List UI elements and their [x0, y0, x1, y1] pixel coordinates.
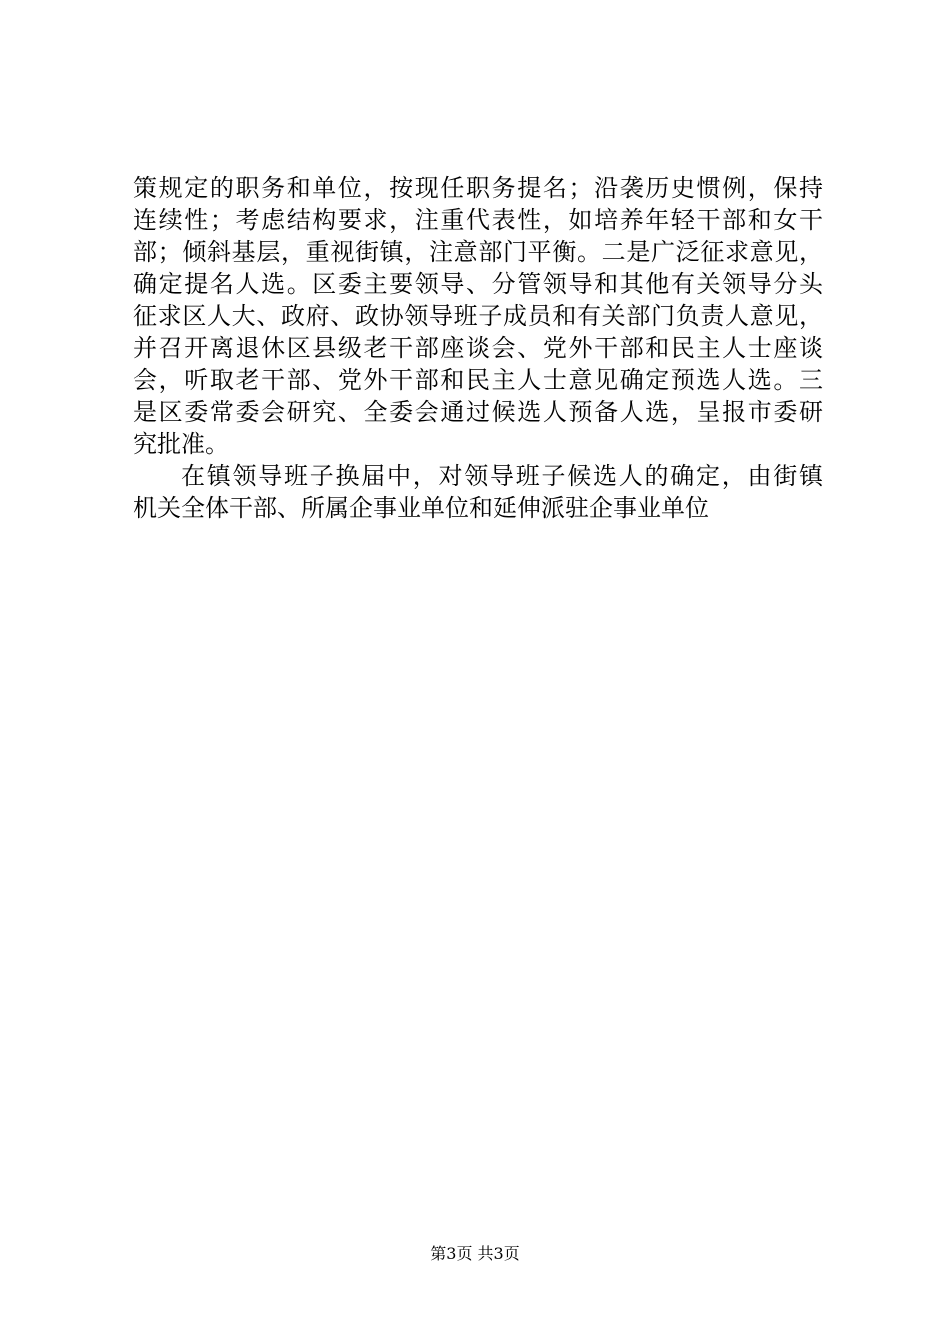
text-line: 机关全体干部、所属企事业单位和延伸派驻企事业单位: [133, 494, 709, 522]
text-line: 并召开离退休区县级老干部座谈会、党外干部和民主人士座谈: [133, 334, 823, 362]
page-number-footer: 第3页 共3页: [430, 1244, 520, 1263]
paragraph-1: [133, 172, 823, 460]
text-line: 征求区人大、政府、政协领导班子成员和有关部门负责人意见，: [133, 302, 823, 330]
text-line: 在镇领导班子换届中，对领导班子候选人的确定，由街镇: [181, 462, 823, 490]
text-line: 策规定的职务和单位，按现任职务提名；沿袭历史惯例，保持: [133, 174, 823, 202]
body-text: [133, 172, 823, 524]
text-line: 部；倾斜基层，重视街镇，注意部门平衡。二是广泛征求意见，: [133, 238, 823, 266]
text-line: 究批准。: [133, 430, 229, 458]
paragraph-2: [133, 460, 823, 524]
text-line: 确定提名人选。区委主要领导、分管领导和其他有关领导分头: [133, 270, 823, 298]
text-line: 连续性；考虑结构要求，注重代表性，如培养年轻干部和女干: [133, 206, 823, 234]
text-line: 是区委常委会研究、全委会通过候选人预备人选，呈报市委研: [133, 398, 823, 426]
text-line: 会，听取老干部、党外干部和民主人士意见确定预选人选。三: [133, 366, 823, 394]
